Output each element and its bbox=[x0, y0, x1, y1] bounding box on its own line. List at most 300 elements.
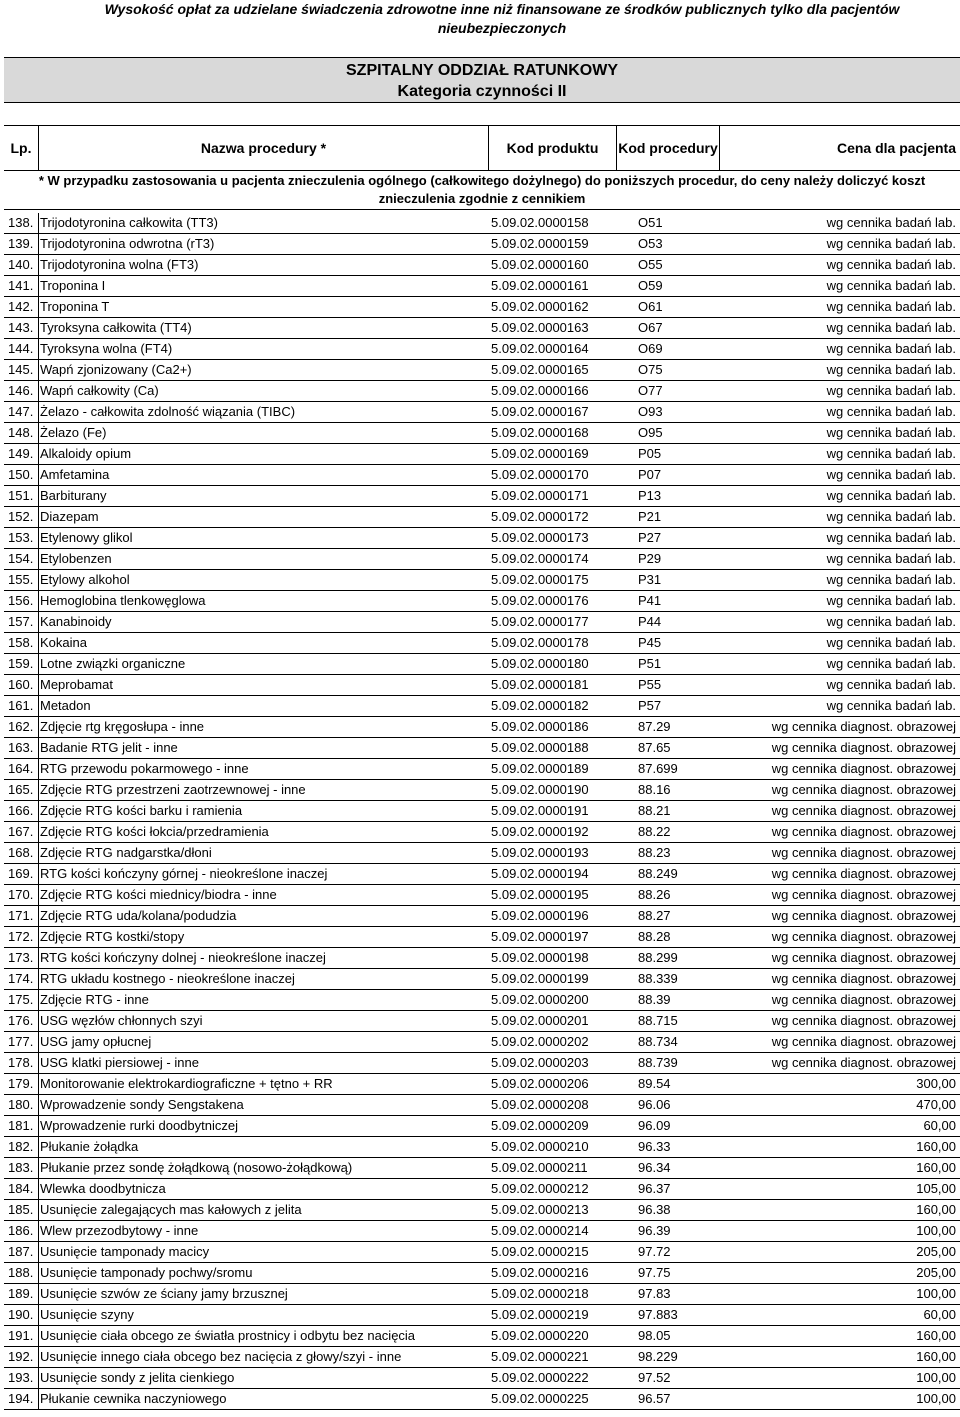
row-price: wg cennika badań lab. bbox=[826, 404, 956, 419]
row-procedure-code: P44 bbox=[638, 614, 662, 629]
row-lp: 158. bbox=[8, 635, 34, 650]
column-divider bbox=[38, 591, 39, 611]
anesthesia-note: * W przypadku zastosowania u pacjenta znieczulenia ogólnego (całkowitego dożylnego) do poniższych procedur, do ceny należy doliczyć koszt znieczulenia zgodnie z cennikiem bbox=[4, 170, 960, 210]
table-row bbox=[4, 927, 960, 948]
row-procedure-code: 96.09 bbox=[638, 1118, 671, 1133]
row-procedure-name: Troponina T bbox=[40, 299, 110, 314]
column-divider bbox=[38, 1116, 39, 1136]
row-product-code: 5.09.02.0000181 bbox=[491, 677, 589, 692]
row-product-code: 5.09.02.0000197 bbox=[491, 929, 589, 944]
table-row bbox=[4, 759, 960, 780]
column-divider bbox=[38, 1263, 39, 1283]
row-price: wg cennika badań lab. bbox=[826, 656, 956, 671]
row-price: 60,00 bbox=[923, 1307, 956, 1322]
row-product-code: 5.09.02.0000178 bbox=[491, 635, 589, 650]
table-row bbox=[4, 885, 960, 906]
table-row bbox=[4, 402, 960, 423]
row-procedure-code: 87.65 bbox=[638, 740, 671, 755]
row-lp: 149. bbox=[8, 446, 34, 461]
row-procedure-code: 97.883 bbox=[638, 1307, 678, 1322]
row-price: wg cennika diagnost. obrazowej bbox=[771, 803, 956, 818]
table-row bbox=[4, 486, 960, 507]
row-product-code: 5.09.02.0000195 bbox=[491, 887, 589, 902]
row-price: wg cennika diagnost. obrazowej bbox=[771, 887, 956, 902]
row-product-code: 5.09.02.0000219 bbox=[491, 1307, 589, 1322]
column-divider bbox=[38, 1011, 39, 1031]
row-product-code: 5.09.02.0000162 bbox=[491, 299, 589, 314]
row-lp: 144. bbox=[8, 341, 34, 356]
row-procedure-name: Wlewka doodbytnicza bbox=[40, 1181, 166, 1196]
row-procedure-name: Tyroksyna wolna (FT4) bbox=[40, 341, 173, 356]
row-price: 160,00 bbox=[916, 1160, 956, 1175]
row-product-code: 5.09.02.0000158 bbox=[491, 215, 589, 230]
table-row bbox=[4, 1095, 960, 1116]
row-procedure-code: O59 bbox=[638, 278, 663, 293]
row-product-code: 5.09.02.0000210 bbox=[491, 1139, 589, 1154]
row-product-code: 5.09.02.0000199 bbox=[491, 971, 589, 986]
row-procedure-name: Usunięcie sondy z jelita cienkiego bbox=[40, 1370, 235, 1385]
column-divider bbox=[38, 528, 39, 548]
row-procedure-code: 96.57 bbox=[638, 1391, 671, 1406]
row-lp: 181. bbox=[8, 1118, 34, 1133]
row-lp: 168. bbox=[8, 845, 34, 860]
row-price: wg cennika badań lab. bbox=[826, 488, 956, 503]
row-lp: 159. bbox=[8, 656, 34, 671]
table-row bbox=[4, 297, 960, 318]
row-product-code: 5.09.02.0000159 bbox=[491, 236, 589, 251]
table-row bbox=[4, 1221, 960, 1242]
column-divider bbox=[38, 822, 39, 842]
table-row bbox=[4, 444, 960, 465]
column-divider bbox=[38, 1053, 39, 1073]
row-product-code: 5.09.02.0000214 bbox=[491, 1223, 589, 1238]
column-divider bbox=[38, 360, 39, 380]
table-row bbox=[4, 1137, 960, 1158]
row-procedure-name: RTG układu kostnego - nieokreślone inaczej bbox=[40, 971, 295, 986]
row-price: 160,00 bbox=[916, 1349, 956, 1364]
row-price: 100,00 bbox=[916, 1223, 956, 1238]
row-procedure-name: RTG kości kończyny dolnej - nieokreślone inaczej bbox=[40, 950, 326, 965]
row-procedure-name: Alkaloidy opium bbox=[40, 446, 132, 461]
row-procedure-name: Hemoglobina tlenkowęglowa bbox=[40, 593, 206, 608]
row-procedure-name: Zdjęcie RTG kostki/stopy bbox=[40, 929, 185, 944]
row-product-code: 5.09.02.0000163 bbox=[491, 320, 589, 335]
row-procedure-code: P21 bbox=[638, 509, 662, 524]
row-product-code: 5.09.02.0000177 bbox=[491, 614, 589, 629]
row-lp: 140. bbox=[8, 257, 34, 272]
row-procedure-code: O75 bbox=[638, 362, 663, 377]
row-lp: 171. bbox=[8, 908, 34, 923]
table-row bbox=[4, 948, 960, 969]
row-price: 300,00 bbox=[916, 1076, 956, 1091]
row-procedure-code: 89.54 bbox=[638, 1076, 671, 1091]
column-divider bbox=[38, 339, 39, 359]
column-divider bbox=[38, 654, 39, 674]
row-product-code: 5.09.02.0000168 bbox=[491, 425, 589, 440]
row-procedure-name: Trijodotyronina wolna (FT3) bbox=[40, 257, 199, 272]
row-procedure-code: 88.26 bbox=[638, 887, 671, 902]
row-procedure-name: Usunięcie tamponady pochwy/sromu bbox=[40, 1265, 253, 1280]
table-row bbox=[4, 507, 960, 528]
row-lp: 174. bbox=[8, 971, 34, 986]
row-procedure-code: O61 bbox=[638, 299, 663, 314]
row-lp: 172. bbox=[8, 929, 34, 944]
table-row bbox=[4, 255, 960, 276]
column-divider bbox=[38, 1074, 39, 1094]
table-row bbox=[4, 1116, 960, 1137]
row-product-code: 5.09.02.0000180 bbox=[491, 656, 589, 671]
row-lp: 139. bbox=[8, 236, 34, 251]
row-product-code: 5.09.02.0000160 bbox=[491, 257, 589, 272]
row-lp: 146. bbox=[8, 383, 34, 398]
row-product-code: 5.09.02.0000209 bbox=[491, 1118, 589, 1133]
row-procedure-code: 88.715 bbox=[638, 1013, 678, 1028]
row-procedure-name: Diazepam bbox=[40, 509, 99, 524]
col-name-header: Nazwa procedury * bbox=[38, 126, 488, 170]
row-procedure-code: 88.299 bbox=[638, 950, 678, 965]
row-procedure-name: Etylobenzen bbox=[40, 551, 112, 566]
column-divider bbox=[38, 1326, 39, 1346]
row-procedure-name: Zdjęcie RTG uda/kolana/podudzia bbox=[40, 908, 237, 923]
table-row bbox=[4, 906, 960, 927]
row-procedure-name: Monitorowanie elektrokardiograficzne + tętno + RR bbox=[40, 1076, 333, 1091]
row-procedure-code: 88.339 bbox=[638, 971, 678, 986]
row-product-code: 5.09.02.0000225 bbox=[491, 1391, 589, 1406]
row-procedure-name: Kanabinoidy bbox=[40, 614, 112, 629]
column-divider bbox=[38, 444, 39, 464]
column-divider bbox=[38, 675, 39, 695]
row-procedure-name: USG jamy opłucnej bbox=[40, 1034, 152, 1049]
table-row bbox=[4, 633, 960, 654]
column-divider bbox=[38, 1137, 39, 1157]
row-product-code: 5.09.02.0000161 bbox=[491, 278, 589, 293]
row-procedure-code: 88.28 bbox=[638, 929, 671, 944]
row-lp: 163. bbox=[8, 740, 34, 755]
row-price: wg cennika diagnost. obrazowej bbox=[771, 1034, 956, 1049]
row-procedure-name: Żelazo - całkowita zdolność wiązania (TIBC) bbox=[40, 404, 296, 419]
row-procedure-code: 88.734 bbox=[638, 1034, 678, 1049]
row-product-code: 5.09.02.0000196 bbox=[491, 908, 589, 923]
table-row bbox=[4, 318, 960, 339]
row-product-code: 5.09.02.0000170 bbox=[491, 467, 589, 482]
row-price: 160,00 bbox=[916, 1139, 956, 1154]
row-procedure-code: P31 bbox=[638, 572, 662, 587]
row-product-code: 5.09.02.0000212 bbox=[491, 1181, 589, 1196]
table-row bbox=[4, 465, 960, 486]
column-divider bbox=[38, 549, 39, 569]
column-divider bbox=[38, 633, 39, 653]
row-product-code: 5.09.02.0000211 bbox=[491, 1160, 588, 1175]
row-price: 100,00 bbox=[916, 1286, 956, 1301]
row-price: wg cennika badań lab. bbox=[826, 278, 956, 293]
row-product-code: 5.09.02.0000200 bbox=[491, 992, 589, 1007]
row-procedure-name: Zdjęcie RTG przestrzeni zaotrzewnowej - inne bbox=[40, 782, 306, 797]
row-procedure-code: P57 bbox=[638, 698, 662, 713]
column-divider bbox=[38, 948, 39, 968]
row-price: 470,00 bbox=[916, 1097, 956, 1112]
table-row bbox=[4, 1326, 960, 1347]
row-lp: 164. bbox=[8, 761, 34, 776]
table-row bbox=[4, 1011, 960, 1032]
column-divider bbox=[38, 318, 39, 338]
row-procedure-code: 98.05 bbox=[638, 1328, 671, 1343]
row-procedure-code: 96.39 bbox=[638, 1223, 671, 1238]
row-lp: 162. bbox=[8, 719, 34, 734]
column-divider bbox=[38, 486, 39, 506]
procedure-table-body bbox=[4, 213, 960, 1410]
row-price: wg cennika badań lab. bbox=[826, 467, 956, 482]
row-procedure-name: Trijodotyronina całkowita (TT3) bbox=[40, 215, 218, 230]
row-lp: 184. bbox=[8, 1181, 34, 1196]
row-lp: 180. bbox=[8, 1097, 34, 1112]
row-lp: 190. bbox=[8, 1307, 34, 1322]
column-divider bbox=[38, 1305, 39, 1325]
row-procedure-code: O67 bbox=[638, 320, 663, 335]
row-price: 100,00 bbox=[916, 1370, 956, 1385]
row-lp: 178. bbox=[8, 1055, 34, 1070]
row-lp: 191. bbox=[8, 1328, 34, 1343]
row-procedure-code: P45 bbox=[638, 635, 662, 650]
table-row bbox=[4, 717, 960, 738]
row-procedure-name: Płukanie cewnika naczyniowego bbox=[40, 1391, 227, 1406]
column-divider bbox=[38, 276, 39, 296]
row-product-code: 5.09.02.0000203 bbox=[491, 1055, 589, 1070]
row-lp: 160. bbox=[8, 677, 34, 692]
column-divider bbox=[38, 381, 39, 401]
column-divider bbox=[38, 885, 39, 905]
row-lp: 177. bbox=[8, 1034, 34, 1049]
row-price: 205,00 bbox=[916, 1244, 956, 1259]
row-price: wg cennika badań lab. bbox=[826, 299, 956, 314]
row-price: 60,00 bbox=[923, 1118, 956, 1133]
row-procedure-name: Płukanie przez sondę żołądkową (nosowo-żołądkową) bbox=[40, 1160, 353, 1175]
row-procedure-name: Zdjęcie RTG kości miednicy/biodra - inne bbox=[40, 887, 277, 902]
row-procedure-code: 97.75 bbox=[638, 1265, 671, 1280]
column-divider bbox=[38, 1221, 39, 1241]
row-product-code: 5.09.02.0000202 bbox=[491, 1034, 589, 1049]
column-divider bbox=[38, 864, 39, 884]
row-price: wg cennika diagnost. obrazowej bbox=[771, 740, 956, 755]
table-row bbox=[4, 360, 960, 381]
column-divider bbox=[38, 717, 39, 737]
row-product-code: 5.09.02.0000193 bbox=[491, 845, 589, 860]
row-procedure-name: Płukanie żołądka bbox=[40, 1139, 139, 1154]
row-lp: 153. bbox=[8, 530, 34, 545]
table-row bbox=[4, 1347, 960, 1368]
row-procedure-code: O93 bbox=[638, 404, 663, 419]
column-divider bbox=[38, 780, 39, 800]
column-divider bbox=[38, 906, 39, 926]
row-procedure-name: Meprobamat bbox=[40, 677, 113, 692]
column-divider bbox=[38, 1347, 39, 1367]
row-procedure-code: 96.37 bbox=[638, 1181, 671, 1196]
row-procedure-code: O55 bbox=[638, 257, 663, 272]
row-product-code: 5.09.02.0000201 bbox=[491, 1013, 589, 1028]
table-row bbox=[4, 1305, 960, 1326]
row-procedure-code: 98.229 bbox=[638, 1349, 678, 1364]
table-row bbox=[4, 570, 960, 591]
row-product-code: 5.09.02.0000198 bbox=[491, 950, 589, 965]
column-divider bbox=[38, 990, 39, 1010]
column-divider bbox=[38, 255, 39, 275]
row-procedure-code: P05 bbox=[638, 446, 662, 461]
row-product-code: 5.09.02.0000186 bbox=[491, 719, 589, 734]
table-row bbox=[4, 1368, 960, 1389]
row-lp: 165. bbox=[8, 782, 34, 797]
row-procedure-name: Trijodotyronina odwrotna (rT3) bbox=[40, 236, 215, 251]
row-price: wg cennika diagnost. obrazowej bbox=[771, 1013, 956, 1028]
row-procedure-name: RTG przewodu pokarmowego - inne bbox=[40, 761, 249, 776]
table-row bbox=[4, 1284, 960, 1305]
row-lp: 150. bbox=[8, 467, 34, 482]
row-procedure-code: P41 bbox=[638, 593, 662, 608]
column-divider bbox=[38, 696, 39, 716]
row-procedure-name: Zdjęcie RTG - inne bbox=[40, 992, 149, 1007]
row-procedure-code: 88.739 bbox=[638, 1055, 678, 1070]
table-row bbox=[4, 528, 960, 549]
row-price: wg cennika badań lab. bbox=[826, 530, 956, 545]
row-lp: 169. bbox=[8, 866, 34, 881]
row-lp: 176. bbox=[8, 1013, 34, 1028]
column-divider bbox=[38, 234, 39, 254]
row-price: wg cennika diagnost. obrazowej bbox=[771, 1055, 956, 1070]
column-divider bbox=[38, 1095, 39, 1115]
row-product-code: 5.09.02.0000175 bbox=[491, 572, 589, 587]
row-price: wg cennika badań lab. bbox=[826, 614, 956, 629]
row-price: wg cennika badań lab. bbox=[826, 215, 956, 230]
row-procedure-code: P07 bbox=[638, 467, 662, 482]
row-lp: 175. bbox=[8, 992, 34, 1007]
row-price: wg cennika diagnost. obrazowej bbox=[771, 908, 956, 923]
row-price: wg cennika badań lab. bbox=[826, 677, 956, 692]
column-divider bbox=[38, 1179, 39, 1199]
row-procedure-name: Usunięcie szyny bbox=[40, 1307, 134, 1322]
row-price: wg cennika badań lab. bbox=[826, 362, 956, 377]
row-price: 160,00 bbox=[916, 1202, 956, 1217]
row-procedure-code: 88.23 bbox=[638, 845, 671, 860]
row-procedure-code: O53 bbox=[638, 236, 663, 251]
row-lp: 193. bbox=[8, 1370, 34, 1385]
row-product-code: 5.09.02.0000222 bbox=[491, 1370, 589, 1385]
row-product-code: 5.09.02.0000165 bbox=[491, 362, 589, 377]
column-divider bbox=[38, 570, 39, 590]
row-procedure-name: Zdjęcie rtg kręgosłupa - inne bbox=[40, 719, 205, 734]
row-price: wg cennika diagnost. obrazowej bbox=[771, 719, 956, 734]
row-price: wg cennika badań lab. bbox=[826, 698, 956, 713]
row-product-code: 5.09.02.0000194 bbox=[491, 866, 589, 881]
table-row bbox=[4, 1158, 960, 1179]
column-divider bbox=[38, 1368, 39, 1388]
table-row bbox=[4, 969, 960, 990]
row-procedure-code: 88.16 bbox=[638, 782, 671, 797]
row-price: wg cennika diagnost. obrazowej bbox=[771, 782, 956, 797]
row-procedure-code: P13 bbox=[638, 488, 662, 503]
row-procedure-name: Etylenowy glikol bbox=[40, 530, 133, 545]
row-procedure-code: 96.33 bbox=[638, 1139, 671, 1154]
row-lp: 179. bbox=[8, 1076, 34, 1091]
row-product-code: 5.09.02.0000190 bbox=[491, 782, 589, 797]
row-price: wg cennika badań lab. bbox=[826, 509, 956, 524]
row-lp: 154. bbox=[8, 551, 34, 566]
row-procedure-name: Lotne związki organiczne bbox=[40, 656, 186, 671]
row-price: wg cennika diagnost. obrazowej bbox=[771, 992, 956, 1007]
table-row bbox=[4, 612, 960, 633]
row-procedure-code: 96.34 bbox=[638, 1160, 671, 1175]
row-procedure-name: Żelazo (Fe) bbox=[40, 425, 107, 440]
row-product-code: 5.09.02.0000173 bbox=[491, 530, 589, 545]
row-procedure-code: 87.29 bbox=[638, 719, 671, 734]
row-lp: 187. bbox=[8, 1244, 34, 1259]
row-procedure-code: 88.21 bbox=[638, 803, 671, 818]
table-row bbox=[4, 1200, 960, 1221]
column-divider bbox=[38, 759, 39, 779]
row-product-code: 5.09.02.0000172 bbox=[491, 509, 589, 524]
row-procedure-code: 96.06 bbox=[638, 1097, 671, 1112]
table-row bbox=[4, 276, 960, 297]
row-procedure-name: Usunięcie tamponady macicy bbox=[40, 1244, 210, 1259]
row-price: wg cennika diagnost. obrazowej bbox=[771, 761, 956, 776]
row-product-code: 5.09.02.0000166 bbox=[491, 383, 589, 398]
table-row bbox=[4, 990, 960, 1011]
row-product-code: 5.09.02.0000221 bbox=[491, 1349, 589, 1364]
row-procedure-name: Usunięcie szwów ze ściany jamy brzusznej bbox=[40, 1286, 288, 1301]
table-row bbox=[4, 654, 960, 675]
row-lp: 186. bbox=[8, 1223, 34, 1238]
table-row bbox=[4, 1263, 960, 1284]
row-procedure-code: P51 bbox=[638, 656, 662, 671]
row-product-code: 5.09.02.0000189 bbox=[491, 761, 589, 776]
row-price: wg cennika badań lab. bbox=[826, 257, 956, 272]
row-product-code: 5.09.02.0000220 bbox=[491, 1328, 589, 1343]
table-row bbox=[4, 423, 960, 444]
row-price: wg cennika badań lab. bbox=[826, 236, 956, 251]
column-divider bbox=[38, 927, 39, 947]
row-price: 100,00 bbox=[916, 1391, 956, 1406]
column-divider bbox=[38, 1032, 39, 1052]
row-product-code: 5.09.02.0000176 bbox=[491, 593, 589, 608]
row-product-code: 5.09.02.0000169 bbox=[491, 446, 589, 461]
col-price-header: Cena dla pacjenta bbox=[719, 126, 960, 170]
row-price: wg cennika badań lab. bbox=[826, 383, 956, 398]
row-procedure-name: USG węzłów chłonnych szyi bbox=[40, 1013, 203, 1028]
row-price: wg cennika badań lab. bbox=[826, 341, 956, 356]
row-price: wg cennika badań lab. bbox=[826, 425, 956, 440]
row-price: wg cennika diagnost. obrazowej bbox=[771, 929, 956, 944]
row-procedure-name: Metadon bbox=[40, 698, 91, 713]
table-row bbox=[4, 675, 960, 696]
row-lp: 173. bbox=[8, 950, 34, 965]
column-divider bbox=[38, 801, 39, 821]
row-procedure-code: 97.52 bbox=[638, 1370, 671, 1385]
row-product-code: 5.09.02.0000171 bbox=[491, 488, 589, 503]
table-row bbox=[4, 591, 960, 612]
row-procedure-name: Zdjęcie RTG kości barku i ramienia bbox=[40, 803, 243, 818]
row-procedure-code: P55 bbox=[638, 677, 662, 692]
row-procedure-name: Troponina I bbox=[40, 278, 106, 293]
row-lp: 143. bbox=[8, 320, 34, 335]
row-procedure-code: 88.27 bbox=[638, 908, 671, 923]
row-lp: 141. bbox=[8, 278, 34, 293]
table-row bbox=[4, 549, 960, 570]
row-product-code: 5.09.02.0000164 bbox=[491, 341, 589, 356]
row-product-code: 5.09.02.0000206 bbox=[491, 1076, 589, 1091]
row-lp: 157. bbox=[8, 614, 34, 629]
table-header bbox=[4, 125, 960, 170]
column-divider bbox=[38, 969, 39, 989]
col-procedure-code-header: Kod procedury bbox=[616, 126, 719, 170]
row-procedure-code: 88.39 bbox=[638, 992, 671, 1007]
row-price: wg cennika badań lab. bbox=[826, 635, 956, 650]
